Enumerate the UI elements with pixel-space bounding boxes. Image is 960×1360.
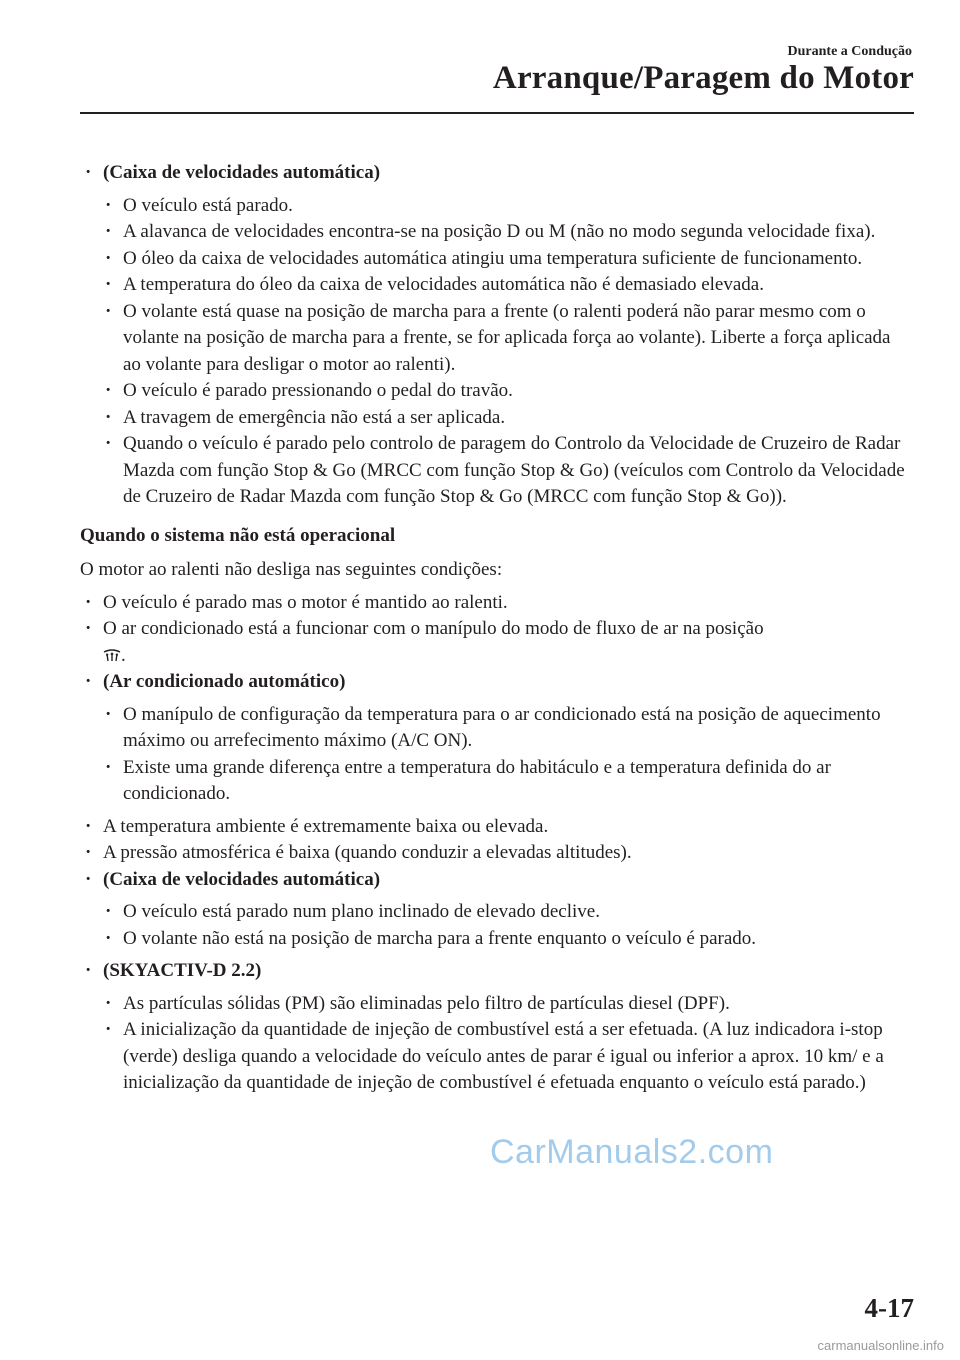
automatic-transmission-label: (Caixa de velocidades automática) [103,162,381,183]
watermark: CarManuals2.com [490,1133,774,1171]
bullet-list [80,814,910,894]
bullet-list [80,160,910,187]
auto-ac-label: (Ar condicionado automático) [103,671,346,692]
list-item: · Existe uma grande diferença entre a temperatura do habitáculo e a temperatura definida do ar condicionado. [100,755,910,808]
list-item: · O veículo é parado pressionando o pedal do travão. [100,378,910,405]
list-item: · O veículo está parado num plano inclinado de elevado declive. [100,899,910,926]
list-item: · O volante está quase na posição de marcha para a frente (o ralenti poderá não parar mesmo com o volante na posição de marcha para a frente, se for aplicada força ao volante). Liberte a força aplicada ao volante para desligar o motor ao ralenti). [100,299,910,379]
footer-watermark: carmanualsonline.info [817,1338,944,1353]
diesel-engine-label: (SKYACTIV-D 2.2) [103,960,262,981]
list-item: · A temperatura do óleo da caixa de velocidades automática não é demasiado elevada. [100,272,910,299]
list-item-end: . [121,644,126,666]
automatic-transmission-label: (Caixa de velocidades automática) [103,868,381,890]
page-title: Arranque/Paragem do Motor [492,60,914,96]
section-heading: Quando o sistema não está operacional [80,524,396,546]
sub-list [100,991,910,1097]
bullet-list [80,590,910,696]
list-item: · O veículo está parado. [100,193,910,220]
list-item [80,867,910,894]
section-intro: O motor ao ralenti não desliga nas seguintes condições: [80,559,503,580]
header-section: Durante a Condução [787,44,912,59]
list-item: · As partículas sólidas (PM) são eliminadas pelo filtro de partículas diesel (DPF). [100,991,910,1018]
list-item [80,616,910,669]
list-item: · A pressão atmosférica é baixa (quando conduzir a elevadas altitudes). [80,840,910,867]
list-item [80,669,910,696]
sub-list [100,899,910,952]
list-item: · A inicialização da quantidade de injeção de combustível está a ser efetuada. (A luz indicadora i-stop (verde) desliga quando a velocidade do veículo antes de parar é igual ou inferior a aprox. 10 km/ e a inicialização da quantidade de injeção de combustível é efetuada enquanto o veículo está parado.) [100,1017,910,1097]
list-item: · O óleo da caixa de velocidades automática atingiu uma temperatura suficiente de funcionamento. [100,246,910,273]
sub-list [100,193,910,511]
bullet-list [80,958,910,985]
list-item: · O manípulo de configuração da temperatura para o ar condicionado está na posição de aquecimento máximo ou arrefecimento máximo (A/C ON). [100,702,910,755]
list-item: · O volante não está na posição de marcha para a frente enquanto o veículo é parado. [100,926,910,953]
list-item: · Quando o veículo é parado pelo controlo de paragem do Controlo da Velocidade de Cruzeiro de Radar Mazda com função Stop & Go (MRCC com função Stop & Go) (veículos com Controlo da Velocidade de Cruzeiro de Radar Mazda com função Stop & Go (MRCC com função Stop & Go)). [100,431,910,511]
list-item-text: O ar condicionado está a funcionar com o manípulo do modo de fluxo de ar na posição [103,618,764,639]
windshield-defrost-icon [103,649,121,663]
list-item: · A travagem de emergência não está a ser aplicada. [100,405,910,432]
list-item: · A alavanca de velocidades encontra-se na posição D ou M (não no modo segunda velocidade fixa). [100,219,910,246]
list-item: · A temperatura ambiente é extremamente baixa ou elevada. [80,814,910,841]
list-item [80,160,910,187]
sub-list [100,702,910,808]
list-item: · O veículo é parado mas o motor é mantido ao ralenti. [80,590,910,617]
content [80,160,910,1103]
list-item [80,958,910,985]
header-rule [80,112,914,114]
page-number: 4-17 [864,1293,914,1323]
